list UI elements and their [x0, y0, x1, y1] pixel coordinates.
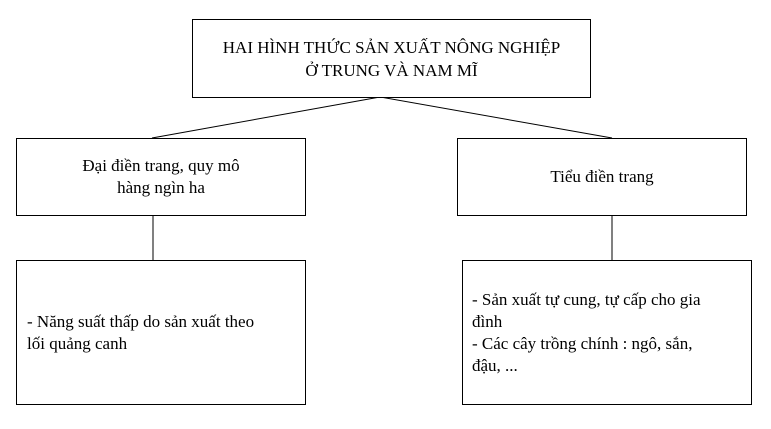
connector-title-to-left [152, 97, 380, 138]
right-detail-line-2: đình [472, 311, 503, 331]
title-box [192, 19, 591, 98]
connector-title-to-right [380, 97, 612, 138]
right-detail-line-3: - Các cây trồng chính : ngô, sắn, [472, 333, 693, 353]
left-detail-line-1: - Năng suất thấp do sản xuất theo [27, 311, 255, 331]
right-heading-box [457, 138, 747, 216]
right-detail-box [462, 260, 752, 405]
title-line-1: HAI HÌNH THỨC SẢN XUẤT NÔNG NGHIỆP [222, 37, 561, 57]
left-detail-line-2: lối quảng canh [27, 333, 128, 353]
left-heading-line-1: Đại điền trang, quy mô [82, 156, 240, 175]
right-detail-line-4: đậu, ... [472, 355, 518, 375]
left-heading-box [16, 138, 306, 216]
title-line-2: Ở TRUNG VÀ NAM MĨ [305, 60, 478, 80]
right-heading-text: Tiểu điền trang [550, 167, 654, 186]
right-detail-line-1: - Sản xuất tự cung, tự cấp cho gia [472, 289, 701, 309]
left-heading-line-2: hàng ngìn ha [117, 178, 205, 197]
left-detail-box [16, 260, 306, 405]
